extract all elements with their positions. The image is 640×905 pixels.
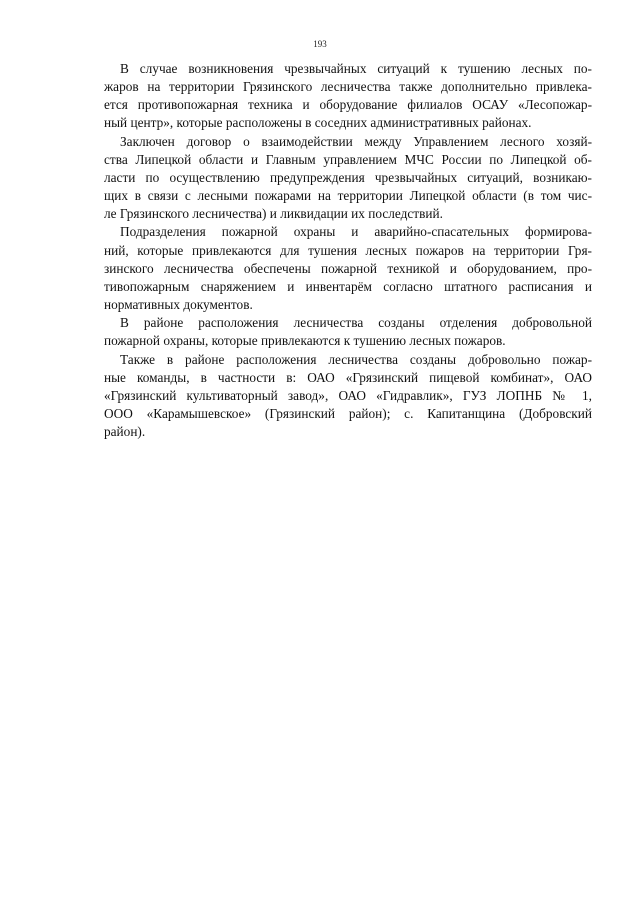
page-number: 193 bbox=[313, 39, 327, 49]
text-line: ства Липецкой области и Главным управлением МЧС России по Липецкой об- bbox=[104, 151, 592, 167]
text-line: ется противопожарная техника и оборудование филиалов ОСАУ «Лесопожар- bbox=[104, 97, 592, 113]
document-body bbox=[104, 60, 592, 441]
paragraph-volunteer-departments bbox=[104, 314, 592, 350]
text-line: «Грязинский культиваторный завод», ОАО «Гидравлик», ГУЗ ЛОПНБ № 1, bbox=[104, 387, 592, 403]
text-line: ний, которые привлекаются для тушения лесных пожаров на территории Гря- bbox=[104, 242, 592, 258]
text-line: Заключен договор о взаимодействии между Управлением лесного хозяй- bbox=[120, 133, 592, 149]
text-line: пожарной охраны, которые привлекаются к тушению лесных пожаров. bbox=[104, 333, 506, 349]
text-line: ле Грязинского лесничества) и ликвидации их последствий. bbox=[104, 206, 443, 222]
text-line: район). bbox=[104, 424, 146, 440]
text-line: зинского лесничества обеспечены пожарной техникой и оборудованием, про- bbox=[104, 260, 592, 276]
paragraph-fire-emergency bbox=[104, 60, 592, 133]
text-line: ласти по осуществлению предупреждения чрезвычайных ситуаций, возникаю- bbox=[104, 169, 592, 185]
text-line: ООО «Карамышевское» (Грязинский район); с. Капитанщина (Добровский bbox=[104, 405, 592, 421]
text-line: тивопожарным снаряжением и инвентарём согласно штатного расписания и bbox=[104, 278, 592, 294]
paragraph-volunteer-teams bbox=[104, 351, 592, 442]
paragraph-fire-units bbox=[104, 223, 592, 314]
text-line: нормативных документов. bbox=[104, 297, 253, 313]
paragraph-cooperation-agreement bbox=[104, 133, 592, 224]
text-line: жаров на территории Грязинского лесничества также дополнительно привлека- bbox=[104, 79, 592, 95]
text-line: Подразделения пожарной охраны и аварийно-спасательных формирова- bbox=[120, 224, 592, 240]
text-line: В случае возникновения чрезвычайных ситуаций к тушению лесных по- bbox=[120, 61, 592, 76]
text-line: ные команды, в частности в: ОАО «Грязинский пищевой комбинат», ОАО bbox=[104, 369, 592, 385]
text-line: В районе расположения лесничества созданы отделения добровольной bbox=[120, 315, 592, 331]
text-line: ный центр», которые расположены в соседних административных районах. bbox=[104, 115, 532, 131]
text-line: щих в связи с лесными пожарами на территории Липецкой области (в том чис- bbox=[104, 188, 592, 204]
text-line: Также в районе расположения лесничества созданы добровольно пожар- bbox=[120, 351, 592, 367]
